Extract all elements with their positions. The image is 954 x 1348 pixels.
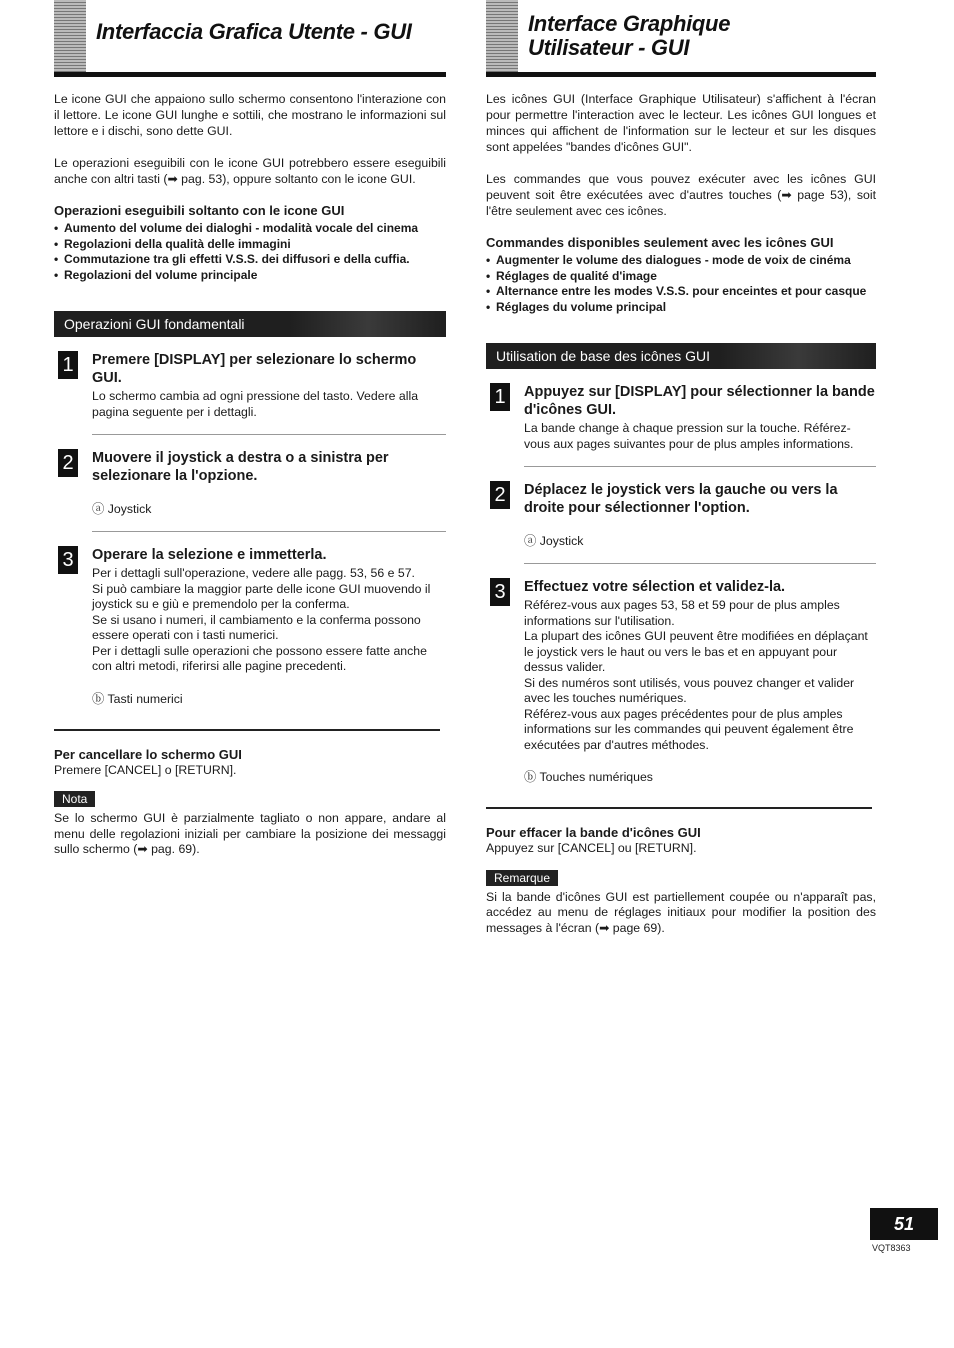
step-number: 3 xyxy=(58,546,78,574)
step-title: Déplacez le joystick vers la gauche ou vers la droite pour sélectionner l'option. xyxy=(524,482,838,516)
step-title: Operare la selezione e immetterla. xyxy=(92,547,327,563)
step-line: Per i dettagli sulle operazioni che possono essere fatte anche con altri metodi, riferirsi alle pagine precedenti. xyxy=(92,643,427,673)
french-note-text: Si la bande d'icônes GUI est partiellement coupée ou n'apparaît pas, accédez au menu de réglages initiaux pour modifier la position des messages à l'écran (➡ page 69). xyxy=(486,889,876,935)
step-text xyxy=(92,566,446,675)
list-item: • Aumento del volume dei dialoghi - modalità vocale del cinema xyxy=(54,221,446,237)
divider xyxy=(524,563,876,564)
step-title: Appuyez sur [DISPLAY] pour sélectionner la bande d'icônes GUI. xyxy=(524,384,875,418)
step-number: 2 xyxy=(490,481,510,509)
divider xyxy=(486,807,872,809)
joystick-callout: ⓐ Joystick xyxy=(524,534,584,548)
step-number: 3 xyxy=(490,578,510,606)
french-cancel-heading: Pour effacer la bande d'icônes GUI xyxy=(486,825,701,840)
divider xyxy=(92,434,446,435)
step-line: Référez-vous aux pages précédentes pour de plus amples informations sur les commandes qui peuvent également être exécutées par d'autres méthodes. xyxy=(524,706,854,752)
title-decoration xyxy=(54,0,86,72)
french-intro-1: Les icônes GUI (Interface Graphique Utilisateur) s'affichent à l'écran pour permettre l'interaction avec le lecteur. Les icônes GUI longues et minces qui affichent de l'information sur le lecteur et sur les disques sont appelées "bandes d'icônes GUI". xyxy=(486,92,876,154)
french-column xyxy=(486,0,876,936)
italian-title-box xyxy=(54,0,446,77)
step-line: Si può cambiare la maggior parte delle icone GUI muovendo il joystick su e giù e premendolo per la conferma. xyxy=(92,581,431,611)
list-item: • Augmenter le volume des dialogues - mode de voix de cinéma xyxy=(486,253,876,269)
title-decoration xyxy=(486,0,518,72)
step-title: Muovere il joystick a destra o a sinistra per selezionare la l'opzione. xyxy=(92,450,389,484)
step-line: Référez-vous aux pages 53, 58 et 59 pour de plus amples informations sur l'utilisation. xyxy=(524,598,840,628)
step-text: Lo schermo cambia ad ogni pressione del tasto. Vedere alla pagina seguente per i dettagli. xyxy=(92,389,419,419)
italian-note-text: Se lo schermo GUI è parzialmente tagliato o non appare, andare al menu delle regolazioni iniziali per cambiare la posizione dei messaggi sullo schermo (➡ pag. 69). xyxy=(54,811,446,856)
list-item: • Alternance entre les modes V.S.S. pour enceintes et pour casque xyxy=(486,284,876,300)
step-number: 2 xyxy=(58,449,78,477)
joystick-callout: ⓐ Joystick xyxy=(92,502,152,516)
italian-step-2 xyxy=(54,449,446,532)
french-title-line-1: Interface Graphique xyxy=(528,11,731,36)
step-line: Si des numéros sont utilisés, vous pouvez changer et valider avec les touches numériques. xyxy=(524,675,855,705)
french-title-box xyxy=(486,0,876,77)
french-intro-2: Les commandes que vous pouvez exécuter avec les icônes GUI peuvent soit être exécutées avec d'autres touches (➡ page 53), soit l'être seulement avec ces icônes. xyxy=(486,172,876,218)
step-line: La plupart des icônes GUI peuvent être modifiées en déplaçant le joystick vers le haut ou vers le bas et en appuyant pour dessus valider. xyxy=(524,629,868,674)
italian-only-list xyxy=(54,221,446,283)
step-text xyxy=(524,598,876,753)
divider xyxy=(54,729,440,731)
italian-column xyxy=(54,0,446,858)
italian-step-3 xyxy=(54,546,446,707)
step-line: Per i dettagli sull'operazione, vedere alle pagg. 53, 56 e 57. xyxy=(92,566,415,580)
italian-note-badge: Nota xyxy=(54,791,95,807)
italian-section-bar: Operazioni GUI fondamentali xyxy=(54,311,446,337)
step-number: 1 xyxy=(490,383,510,411)
french-step-1 xyxy=(486,383,876,467)
italian-only-heading: Operazioni eseguibili soltanto con le icone GUI xyxy=(54,203,345,218)
list-item: • Regolazioni del volume principale xyxy=(54,268,446,284)
step-number: 1 xyxy=(58,351,78,379)
french-step-3 xyxy=(486,578,876,785)
page-number: 51 xyxy=(870,1208,938,1240)
list-item: • Regolazioni della qualità delle immagini xyxy=(54,237,446,253)
step-line: Se si usano i numeri, il cambiamento e la conferma possono essere operati con i tasti numerici. xyxy=(92,612,421,642)
step-title: Effectuez votre sélection et validez-la. xyxy=(524,579,786,595)
numeric-keys-callout: ⓑ Touches numériques xyxy=(524,770,653,784)
list-item: • Réglages du volume principal xyxy=(486,300,876,316)
italian-intro-2: Le operazioni eseguibili con le icone GUI potrebbero essere eseguibili anche con altri tasti (➡ pag. 53), oppure soltanto con le icone GUI. xyxy=(54,156,446,186)
list-item: • Commutazione tra gli effetti V.S.S. dei diffusori e della cuffia. xyxy=(54,252,446,268)
italian-intro-1: Le icone GUI che appaiono sullo schermo consentono l'interazione con il lettore. Le icone GUI lunghe e sottili, che mostrano le informazioni sul lettore e i dischi, sono dette GUI. xyxy=(54,92,446,138)
italian-cancel-text: Premere [CANCEL] o [RETURN]. xyxy=(54,762,237,777)
numeric-keys-callout: ⓑ Tasti numerici xyxy=(92,691,183,706)
divider xyxy=(92,531,446,532)
french-note-badge: Remarque xyxy=(486,870,558,886)
italian-cancel-heading: Per cancellare lo schermo GUI xyxy=(54,746,242,762)
french-title-line-2: Utilisateur - GUI xyxy=(528,35,690,60)
list-item: • Réglages de qualité d'image xyxy=(486,269,876,285)
french-title xyxy=(528,12,730,60)
french-only-list xyxy=(486,253,876,315)
step-text: La bande change à chaque pression sur la touche. Référez-vous aux pages suivantes pour de plus amples informations. xyxy=(524,421,854,451)
italian-step-1 xyxy=(54,351,446,435)
divider xyxy=(524,466,876,467)
french-section-bar: Utilisation de base des icônes GUI xyxy=(486,343,876,369)
step-title: Premere [DISPLAY] per selezionare lo schermo GUI. xyxy=(92,352,417,386)
french-cancel-text: Appuyez sur [CANCEL] ou [RETURN]. xyxy=(486,841,697,855)
italian-title: Interfaccia Grafica Utente - GUI xyxy=(96,19,412,44)
french-step-2 xyxy=(486,481,876,564)
model-code: VQT8363 xyxy=(872,1243,911,1253)
french-only-heading: Commandes disponibles seulement avec les icônes GUI xyxy=(486,235,834,250)
